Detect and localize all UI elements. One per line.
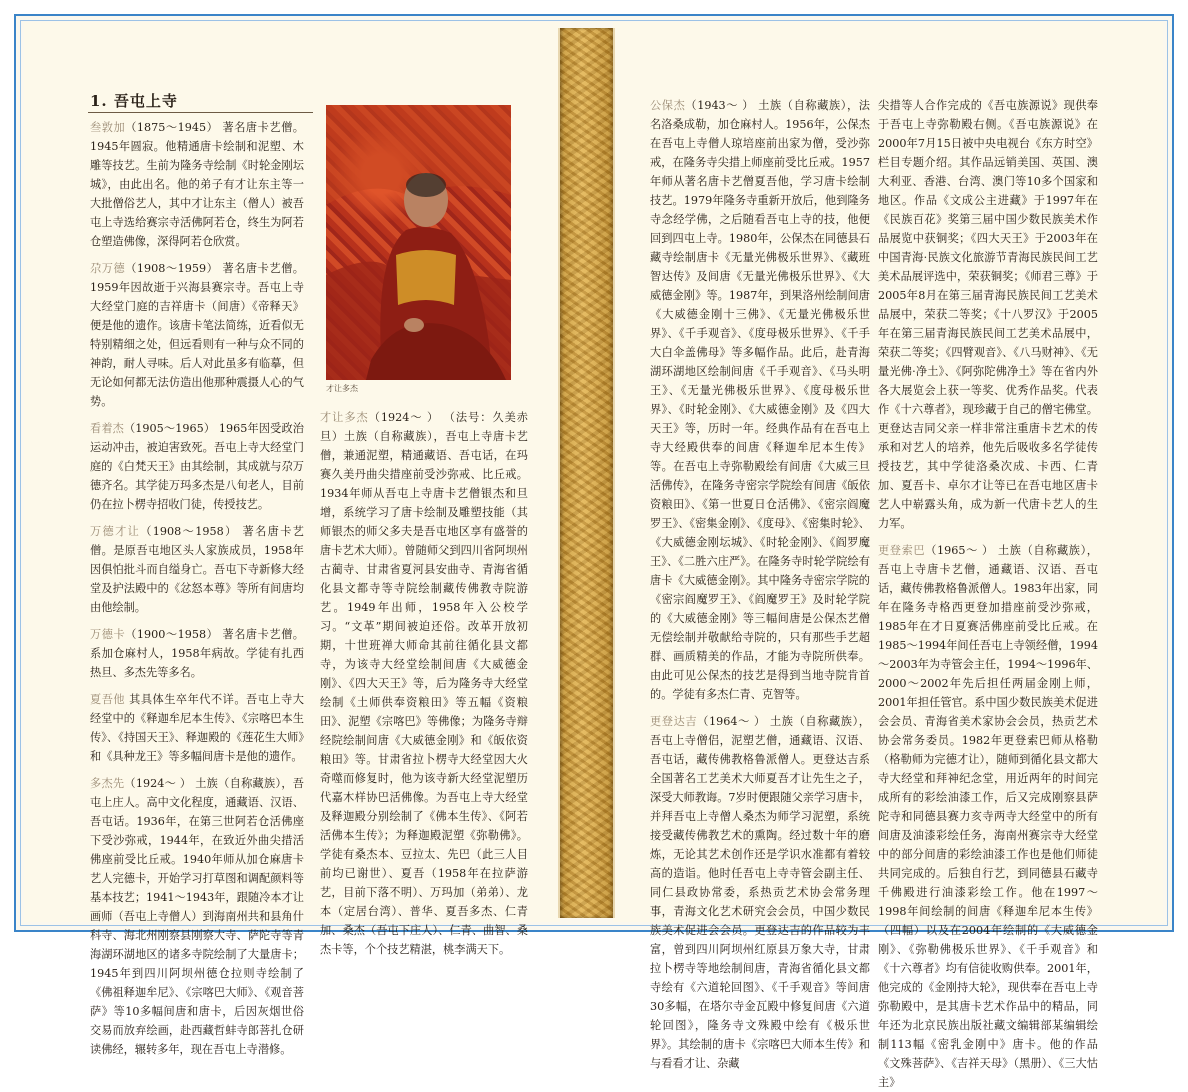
entry-paragraph bbox=[878, 541, 1098, 1092]
entry-text: （1905～1965） 1965年因受政治运动冲击，被迫害致死。吾屯上寺大经堂门庭的《白梵天王》由其绘制，其成就与尕万德齐名。其学徒万玛多杰是八旬老人，目前仍在拉卜楞寺招收门徒，传授技艺。 bbox=[90, 422, 304, 511]
photo-caption: 才让多杰 bbox=[326, 384, 358, 393]
entry-name: 万德卡 bbox=[90, 628, 126, 641]
entry-text: 其具体生卒年代不详。吾屯上寺大经堂中的《释迦牟尼本生传》、《宗喀巴本生传》、《持国天王》、释迦殿的《莲花生大师》和《具种龙王》等多幅间唐卡是他的遗作。 bbox=[90, 693, 304, 763]
entry-name: 才让多杰 bbox=[320, 411, 369, 424]
book-spine bbox=[560, 28, 613, 918]
entry-name: 多杰先 bbox=[90, 777, 125, 790]
entry-paragraph bbox=[878, 96, 1098, 533]
entry-paragraph bbox=[90, 625, 304, 682]
entry-paragraph bbox=[650, 96, 870, 704]
entry-name: 更登达吉 bbox=[650, 715, 698, 728]
entry-text: （1900～1958） 著名唐卡艺僧。系加仓麻村人，1958年病故。学徒有扎西热旦、多杰先等多名。 bbox=[90, 628, 304, 679]
entry-text: （1964～ ） 土族（自称藏族），吾屯上寺僧侣，泥塑艺僧，通藏语、汉语、吾屯话，藏传佛教格鲁派僧人。更登达吉系全国著名工艺美术大师夏吾才让先生之子，深受大师教诲。7岁时便跟随父亲学习唐卡，并拜吾屯上寺僧人桑杰为师学习泥塑，系统接受藏传佛教艺术的熏陶。经过数十年的磨炼，无论其艺术创作还是学识水准都有着较高的造诣。他时任吾屯上寺寺管会副主任、同仁县政协常委，系热贡艺术协会常务理事，青海文化艺术研究会会员，中国少数民族美术促进会会员。更登达吉的作品较为丰富，曾到四川阿坝州红原县万象大寺，甘肃拉卜楞寺等地绘制间唐，青海省循化县文都寺绘有《六道轮回图》、《千手观音》等间唐30多幅，在塔尔寺金瓦殿中修复间唐《六道轮回图》，隆务寺文殊殿中绘有《极乐世界》。其绘制的唐卡《宗喀巴大师本生传》和与看看才让、杂藏 bbox=[650, 715, 870, 1070]
entry-name: 更登索巴 bbox=[878, 544, 926, 557]
entry-paragraph bbox=[90, 774, 304, 1059]
entry-paragraph bbox=[90, 522, 304, 617]
entry-paragraph bbox=[90, 690, 304, 766]
entry-name: 尕万德 bbox=[90, 262, 126, 275]
monk-photo bbox=[326, 105, 511, 380]
entry-text: （1875～1945） 著名唐卡艺僧。1945年圆寂。他精通唐卡绘制和泥塑、木雕等技艺。生前为隆务寺绘制《时轮金刚坛城》，由此出名。他的弟子有才让东主等一大批僧俗艺人，其中才让东主（僧人）被吾屯上寺选给赛宗寺活佛阿若仓，终生为阿若仓塑造佛像，深得阿若仓欣赏。 bbox=[90, 121, 304, 248]
title-rule bbox=[88, 112, 313, 113]
entry-name: 夏吾他 bbox=[90, 693, 126, 706]
entry-name: 叁敦加 bbox=[90, 121, 126, 134]
column-1 bbox=[90, 118, 304, 1059]
entry-paragraph bbox=[320, 408, 528, 959]
monk-photo-image bbox=[326, 105, 511, 380]
entry-text: （1908～1958） 著名唐卡艺僧。是原吾屯地区头人家族成员，1958年因俱怕批斗而自缢身亡。吾屯下寺新修大经堂及护法殿中的《忿怒本尊》等所有间唐均由他绘制。 bbox=[90, 525, 304, 614]
column-4 bbox=[878, 96, 1098, 1092]
entry-name: 看着杰 bbox=[90, 422, 124, 435]
entry-text: （1908～1959） 著名唐卡艺僧。1959年因故逝于兴海县赛宗寺。吾屯上寺大经堂门庭的吉祥唐卡（间唐）《帝释天》便是他的遗作。该唐卡笔法简练，近看似无特别精细之处，但远看则有一种与众不同的神韵，耐人寻味。后人对此虽多有临摹，但无论如何都无法仿造出他那种震摄人心的气势。 bbox=[90, 262, 304, 408]
entry-text: （1943～ ） 土族（自称藏族），法名洛桑成勒，加仓麻村人。1956年，公保杰在吾屯上寺僧人琼培座前出家为僧，受沙弥戒，在隆务寺尖措上师座前受比丘戒。1957年师从著名唐卡艺僧夏吾他，学习唐卡绘制技艺。1979年隆务寺重新开放后，他到隆务寺念经学佛，之后随看吾屯上寺的技，他便回到四屯上寺。1980年，公保杰在同德县石藏寺绘制唐卡《无量光佛极乐世界》、《藏班智达传》及间唐《无量光佛极乐世界》、《大威德金刚》等。1987年，到果洛州绘制间唐《大威德金刚十三佛》、《无量光佛极乐世界》、《千手观音》、《度母极乐世界》、《千手大白伞盖佛母》等多幅作品。此后，赴青海湖环湖地区绘制间唐《千手观音》、《马头明王》、《无量光佛极乐世界》、《度母极乐世界》、《时轮金刚》、《大威德金刚》及《四大天王》等，历时一年。经典作品有在吾屯上寺大经殿供奉的间唐《释迦牟尼本生传》等。在吾屯上寺弥勒殿绘有间唐《大威三旦活佛传》，在隆务寺密宗学院绘有间唐《皈依资粮田》、《第一世夏日仓活佛》、《密宗阎魔罗王》、《密集金刚》、《度母》、《密集时轮》、《大威德金刚坛城》、《时轮金刚》、《阎罗魔王》、《二胜六庄严》。在隆务寺时轮学院绘有唐卡《大威德金刚》。其中隆务寺密宗学院的《密宗阎魔罗王》、《阎魔罗王》及时轮学院的《大威德金刚》等三幅间唐是公保杰艺僧无偿绘制并敬献给寺院的，只有那些手艺超群、画质精美的作品，才能为寺院所供奉。由此可见公保杰的技艺是得到当地寺院肯首的。学徒有多杰仁青、克智等。 bbox=[650, 99, 870, 701]
entry-text: （1924～ ） 土族（自称藏族），吾屯上庄人。高中文化程度，通藏语、汉语、吾屯话。1936年，在第三世阿若仓活佛座下受沙弥戒，1944年，在致近外曲尖措活佛座前受比丘戒。1940年师从加仓麻唐卡艺人完德卡，开始学习打草图和调配颜料等基本技艺；1941～1943年，跟随冷本才让画师（吾屯上寺僧人）到海南州共和县角什科寺、海北州刚察县刚察大寺、萨陀寺等青海湖环湖地区的诸多寺院绘制了大量唐卡；1945年到四川阿坝州德仓拉则寺绘制了《佛祖释迦牟尼》、《宗喀巴大师》、《观音菩萨》等10多幅间唐和唐卡，后因灰烟世俗交易而放弃绘画，赴西藏哲蚌寺郎菩扎仓研读佛经，辗转多年，现在吾屯上寺潜修。 bbox=[90, 777, 304, 1056]
entry-text: （1924～ ） （法号：久美赤旦）土族（自称藏族），吾屯上寺唐卡艺僧，兼通泥塑，精通藏语、吾屯话，在玛赛久美丹曲尖措座前受沙弥戒、比丘戒。1934年师从吾屯上寺唐卡艺僧银杰和旦增，系统学习了唐卡绘制及雕塑技能（其师银杰的师父多夫是吾屯地区享有盛誉的唐卡艺术大师）。曾随师父到四川省阿坝州古蔺寺、甘肃省夏河县安曲寺、青海省循化县文都寺等寺院绘制藏传佛教寺院游艺。1949年出师，1958年入公校学习。“文革”期间被迫还俗。改革开放初期，十世班禅大师命其前往循化县文都寺，为该寺大经堂绘制间唐《大威德金刚》、《四大天王》等，后为隆务寺大经堂绘制《土师供奉资粮田》等五幅《资粮田》、泥塑《宗喀巴》等佛像；为隆务寺辩经院绘制间唐《大威德金刚》和《皈依资粮田》等。甘肃省拉卜楞寺大经堂因大火奇噬而修复时，他为该寺新大经堂泥塑历代嘉木样协巴活佛像。为吾屯上寺大经堂及释迦殿分别绘制了《佛本生传》、《阿若活佛本生传》；为释迦殿泥塑《弥勒佛》。学徒有桑杰本、豆拉太、先巴（此三人目前均已谢世）、夏吾（1958年在拉萨游艺，目前下落不明）、万玛加（弟弟）、龙本（定居台湾）、普华、夏吾多杰、仁青加、桑杰（吾屯下庄人）、仁青、曲智、桑杰卡等，个个技艺精湛，桃李满天下。 bbox=[320, 411, 528, 956]
column-2 bbox=[320, 408, 528, 959]
entry-paragraph bbox=[90, 419, 304, 514]
entry-text: 尖措等人合作完成的《吾屯族源说》现供奉于吾屯上寺弥勒殿右侧。《吾屯族源说》在2000年7月15日被中央电视台《东方时空》栏目专题介绍。其作品远销美国、英国、澳大利亚、香港、台湾、澳门等10多个国家和地区。作品《文成公主进藏》于1997年在《民族百花》奖第三届中国少数民族美术作品展览中获铜奖；《四大天王》于2003年在中国青海·民族文化旅游节青海民族民间工艺美术品展评选中，荣获铜奖；《师君三尊》于2005年8月在第三届青海民族民间工艺美术品展中，荣获二等奖；《十八罗汉》于2005年在第三届青海民族民间工艺美术品展中，荣获二等奖；《四臂观音》、《八马财神》、《无量光佛·净土》、《阿弥陀佛净土》等在省内外各大展览会上获一等奖、优秀作品奖。代表作《十六尊者》，现珍藏于自己的僧宅佛堂。更登达吉同父亲一样非常注重唐卡艺术的传承和对艺人的培养，他先后吸收多名学徒传授技艺，其中学徒洛桑次成、卡西、仁青加、夏吾卡、卓尔才让等已在吾屯地区唐卡艺人中崭露头角，成为新一代唐卡艺人的生力军。 bbox=[878, 99, 1098, 530]
entry-name: 公保杰 bbox=[650, 99, 686, 112]
spine-edge-right bbox=[613, 28, 615, 918]
entry-text: （1965～ ） 土族（自称藏族），吾屯上寺唐卡艺僧，通藏语、汉语、吾屯话，藏传佛教格鲁派僧人。1983年出家，同年在隆务寺格西更登加措座前受沙弥戒，1985年在才日夏赛活佛座前受比丘戒。在1985～1994年间任吾屯上寺领经僧，1994～2003年为寺管会主任，1994～1996年、2000～2002年先后担任两届金刚上师，2001年担任管官。系中国少数民族美术促进会会员、青海省美术家协会会员，热贡艺术协会常务委员。1982年更登索巴师从格勒（格勒师为完德才让），随师到循化县文都大寺大经堂和拜神纪念堂，用近两年的时间完成所有的彩绘油漆工作，后又完成刚察县萨陀寺和同德县赛力亥寺两寺大经堂中的所有间唐及油漆彩绘任务，海南州赛宗寺大经堂中的部分间唐的彩绘油漆工作也是他们师徒共同完成的。后独自行艺，到同德县石藏寺千佛殿进行油漆彩绘工作。他在1997～1998年间绘制的间唐《释迦牟尼本生传》（四幅）以及在2004年绘制的《大威德金刚》、《弥勒佛极乐世界》、《千手观音》和《十六尊者》均有信徒收购供奉。2001年，他完成的《金刚持大轮》，现供奉在吾屯上寺弥勒殿中，是其唐卡艺术作品中的精品，同年还为北京民族出版社藏文编辑部某编辑绘制113幅《密乳金刚中》唐卡。他的作品《文殊菩萨》、《吉祥天母》（黑册）、《三大怙主》 bbox=[878, 544, 1098, 1089]
column-3 bbox=[650, 96, 870, 1073]
section-title: 1. 吾屯上寺 bbox=[90, 92, 178, 110]
spine-edge-left bbox=[558, 28, 560, 918]
entry-paragraph bbox=[90, 118, 304, 251]
entry-paragraph bbox=[650, 712, 870, 1073]
entry-name: 万德才让 bbox=[90, 525, 141, 538]
entry-paragraph bbox=[90, 259, 304, 411]
